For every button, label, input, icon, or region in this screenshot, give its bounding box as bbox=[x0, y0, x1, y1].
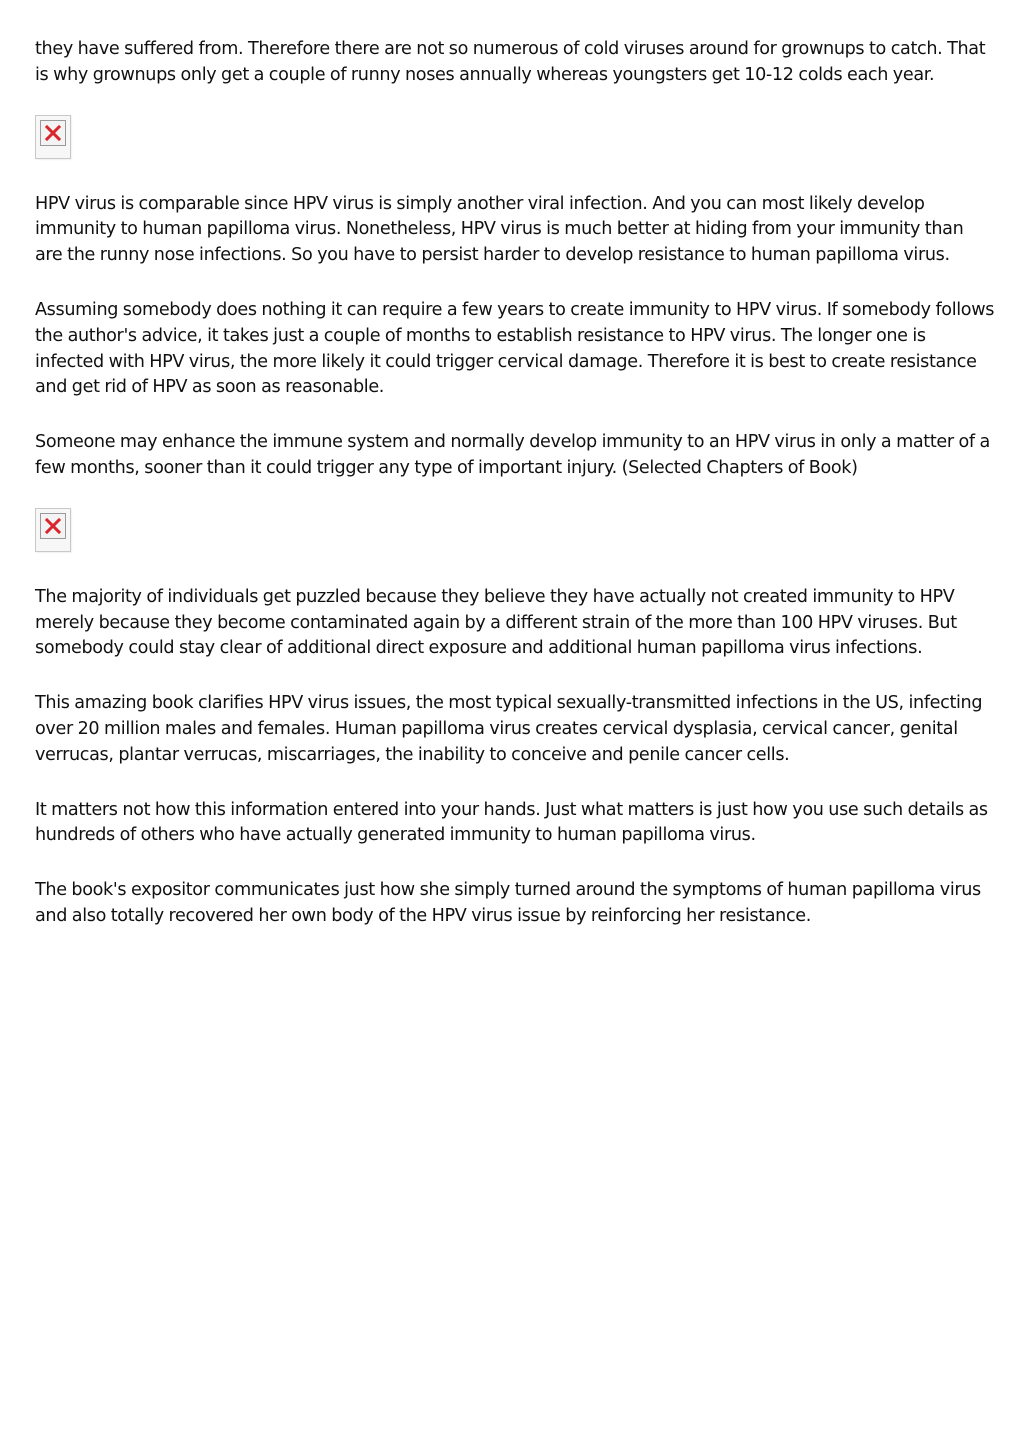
paragraph: The majority of individuals get puzzled because they believe they have actually not created immunity to HPV merely because they become contaminated again by a different strain of the more than 100 HPV viruses. But somebody could stay clear of additional direct exposure and additional human papilloma virus infections. bbox=[35, 586, 957, 659]
paragraph: they have suffered from. Therefore there are not so numerous of cold viruses around for grownups to catch. That is why grownups only get a couple of runny noses annually whereas youngsters get 10-12 colds each year. bbox=[35, 39, 986, 85]
paragraph: The book's expositor communicates just how she simply turned around the symptoms of human papilloma virus and also totally recovered her own body of the HPV virus issue by reinforcing her resistance. bbox=[35, 880, 981, 926]
image-frame bbox=[40, 513, 66, 539]
paragraph: HPV virus is comparable since HPV virus is simply another viral infection. And you can most likely develop immunity to human papilloma virus. Nonetheless, HPV virus is much better at hiding from your immunity than are the runny nose infections. So you have to persist harder to develop resistance to human papilloma virus. bbox=[35, 193, 964, 266]
paragraph: Someone may enhance the immune system and normally develop immunity to an HPV virus in only a matter of a few months, sooner than it could trigger any type of important injury. (Selected Chapters of Book) bbox=[35, 432, 990, 478]
paragraph: This amazing book clarifies HPV virus issues, the most typical sexually-transmitted infections in the US, infecting over 20 million males and females. Human papilloma virus creates cervical dysplasia, cervical cancer, genital verrucas, plantar verrucas, miscarriages, the inability to conceive and penile cancer cells. bbox=[35, 693, 983, 765]
paragraph: It matters not how this information entered into your hands. Just what matters is just how you use such details as hundreds of others who have actually generated immunity to human papilloma virus. bbox=[35, 799, 988, 846]
broken-image-icon bbox=[35, 115, 71, 159]
document-page bbox=[35, 37, 995, 930]
close-x-icon bbox=[41, 121, 65, 145]
close-x-icon bbox=[41, 514, 65, 538]
image-frame bbox=[40, 120, 66, 146]
broken-image-icon bbox=[35, 508, 71, 552]
paragraph: Assuming somebody does nothing it can require a few years to create immunity to HPV virus. If somebody follows the author's advice, it takes just a couple of months to establish resistance to HPV virus. The longer one is infected with HPV virus, the more likely it could trigger cervical damage. Therefore it is best to create resistance and get rid of HPV as soon as reasonable. bbox=[35, 299, 995, 398]
